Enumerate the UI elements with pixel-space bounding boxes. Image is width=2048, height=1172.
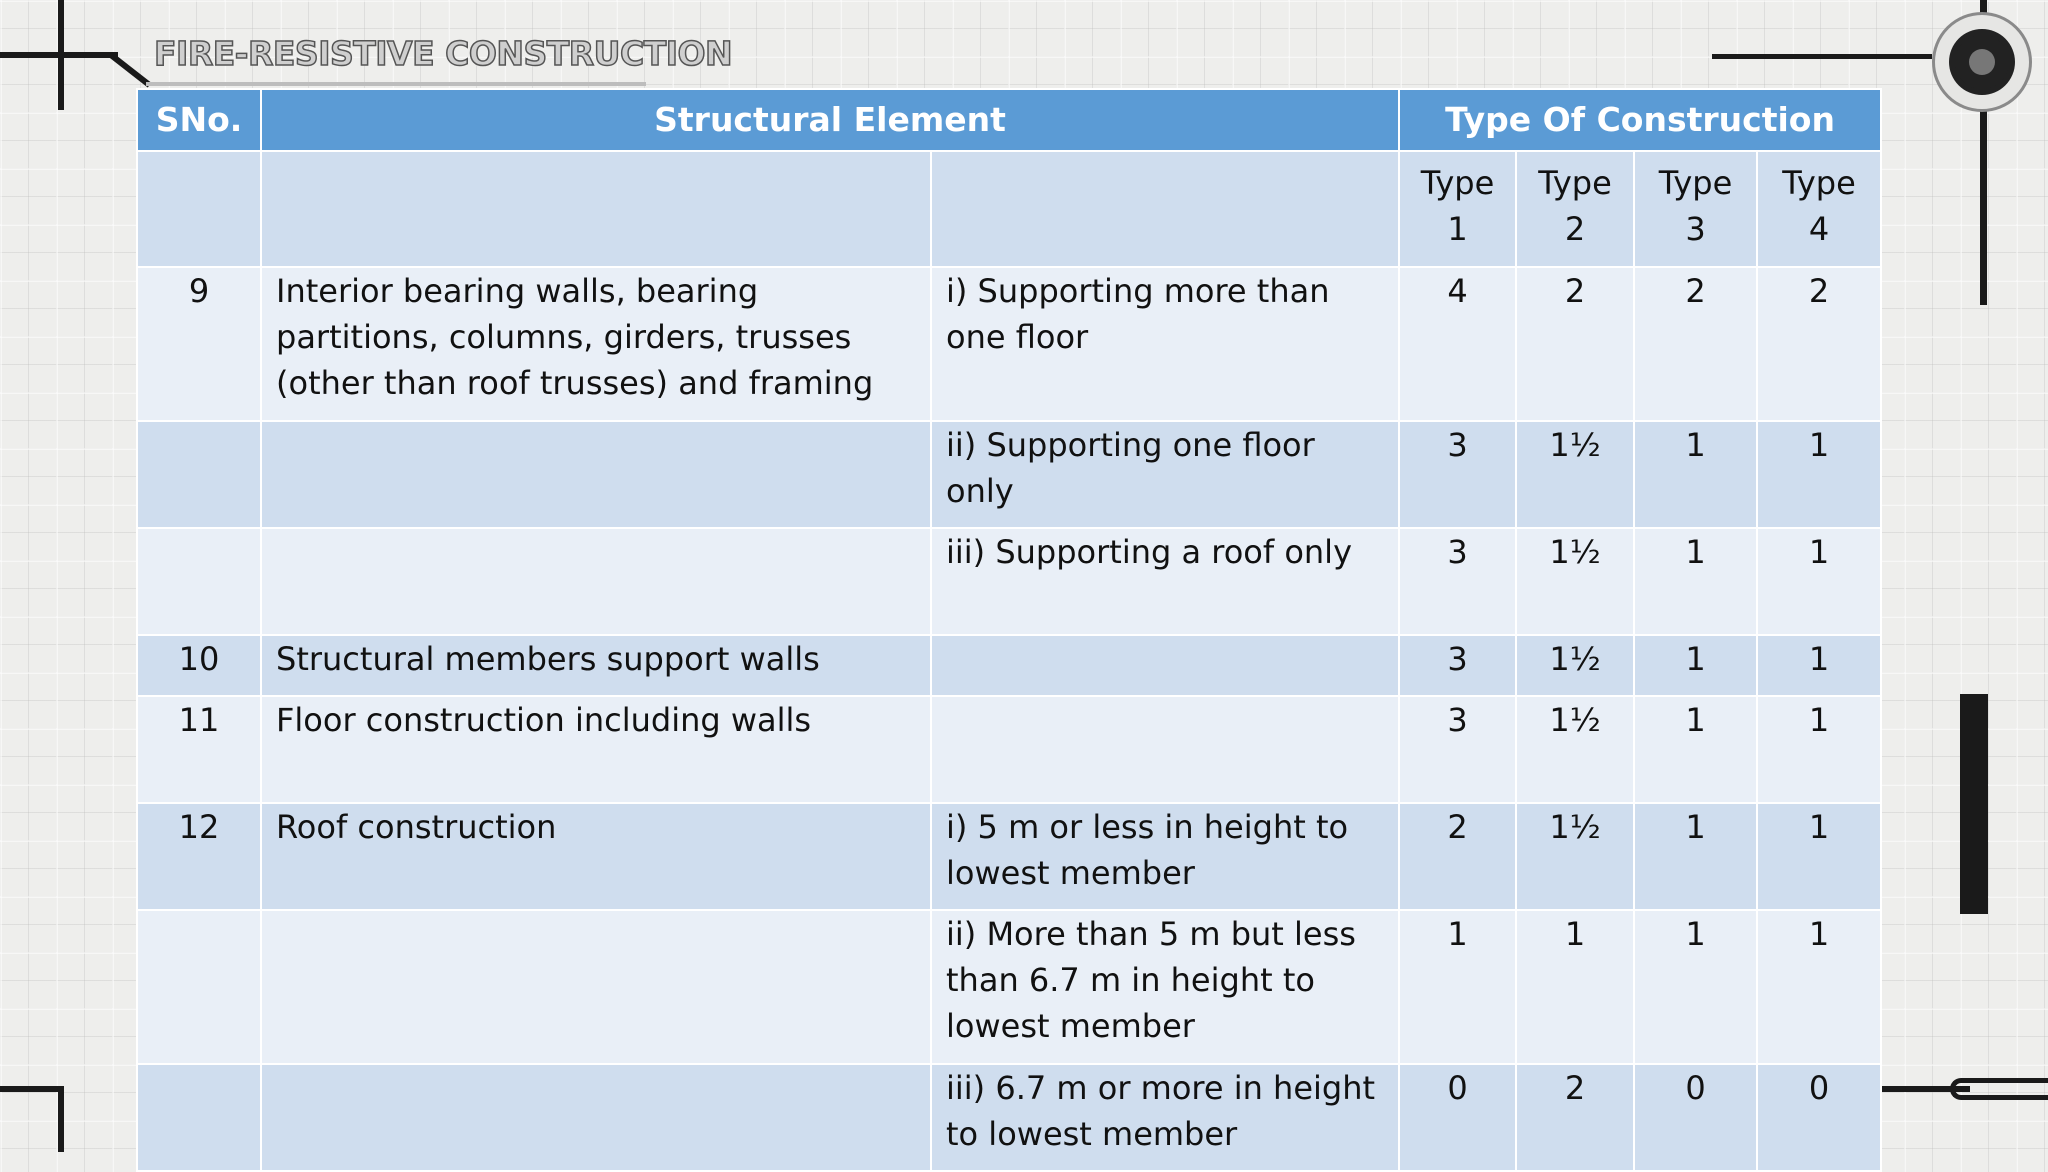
cell-type-2: 1½ (1516, 803, 1634, 910)
frame-line-bottom-right-2 (1950, 1078, 2048, 1100)
institute-logo (1932, 12, 2032, 112)
table-row (137, 267, 1881, 421)
cell-type-4: 1 (1757, 421, 1881, 528)
cell-condition: i) Supporting more than one floor (931, 267, 1399, 421)
cell-type-1: 3 (1399, 528, 1516, 635)
cell-type-3: 1 (1634, 696, 1757, 803)
table-row (137, 803, 1881, 910)
cell-sno: 9 (137, 267, 261, 421)
cell-sno: 11 (137, 696, 261, 803)
cell-type-2: 1½ (1516, 421, 1634, 528)
type-label-row (137, 151, 1881, 267)
table-row (137, 421, 1881, 528)
header-structural-element: Structural Element (261, 89, 1399, 151)
cell-type-1: 4 (1399, 267, 1516, 421)
cell-type-4: 1 (1757, 803, 1881, 910)
cell-type-2: 2 (1516, 267, 1634, 421)
cell-type-4: 1 (1757, 910, 1881, 1064)
cell-element (261, 910, 931, 1064)
cell-type-2: 1½ (1516, 528, 1634, 635)
header-type-of-construction: Type Of Construction (1399, 89, 1881, 151)
cell-type-1: 3 (1399, 421, 1516, 528)
cell-type-4: 2 (1757, 267, 1881, 421)
table-cell (931, 151, 1399, 267)
frame-line-top-right (1712, 54, 1932, 59)
cell-type-3: 2 (1634, 267, 1757, 421)
slide-title: FIRE-RESISTIVE CONSTRUCTION (154, 34, 733, 73)
frame-line-bottom-left-vertical (58, 1086, 64, 1152)
cell-sno (137, 1064, 261, 1171)
table-row (137, 696, 1881, 803)
table-row (137, 1064, 1881, 1171)
cell-type-3: 1 (1634, 803, 1757, 910)
cell-element: Roof construction (261, 803, 931, 910)
type-label-2: Type 2 (1516, 151, 1634, 267)
cell-element (261, 1064, 931, 1171)
cell-type-4: 1 (1757, 635, 1881, 696)
cell-sno (137, 421, 261, 528)
cell-type-1: 1 (1399, 910, 1516, 1064)
header-sno: SNo. (137, 89, 261, 151)
cell-type-2: 1½ (1516, 635, 1634, 696)
cell-type-1: 0 (1399, 1064, 1516, 1171)
cell-type-3: 1 (1634, 528, 1757, 635)
cell-type-2: 1½ (1516, 696, 1634, 803)
frame-line-top-left-diagonal (108, 52, 151, 88)
cell-type-3: 1 (1634, 635, 1757, 696)
frame-line-bottom-left (0, 1086, 64, 1092)
frame-line-top-left-underline (146, 82, 646, 86)
cell-type-4: 1 (1757, 528, 1881, 635)
cell-element: Interior bearing walls, bearing partitions, columns, girders, trusses (other than roof trusses) and framing (261, 267, 931, 421)
frame-bar-right (1960, 694, 1988, 914)
cell-type-3: 1 (1634, 910, 1757, 1064)
table-cell (261, 151, 931, 267)
table-row (137, 635, 1881, 696)
cell-condition: iii) 6.7 m or more in height to lowest member (931, 1064, 1399, 1171)
cell-sno (137, 528, 261, 635)
cell-type-2: 1 (1516, 910, 1634, 1064)
table-row (137, 910, 1881, 1064)
cell-type-4: 1 (1757, 696, 1881, 803)
type-label-3: Type 3 (1634, 151, 1757, 267)
table-cell (137, 151, 261, 267)
cell-element (261, 528, 931, 635)
fire-resistance-table (136, 88, 1882, 1172)
cell-sno: 10 (137, 635, 261, 696)
cell-element: Structural members support walls (261, 635, 931, 696)
cell-element (261, 421, 931, 528)
cell-condition: iii) Supporting a roof only (931, 528, 1399, 635)
type-label-1: Type 1 (1399, 151, 1516, 267)
cell-type-3: 0 (1634, 1064, 1757, 1171)
frame-line-left-vertical (58, 0, 64, 110)
table-header-row (137, 89, 1881, 151)
gear-hub (1969, 49, 1995, 75)
cell-sno: 12 (137, 803, 261, 910)
cell-type-1: 2 (1399, 803, 1516, 910)
cell-condition (931, 696, 1399, 803)
cell-condition (931, 635, 1399, 696)
cell-type-1: 3 (1399, 696, 1516, 803)
type-label-4: Type 4 (1757, 151, 1881, 267)
cell-type-3: 1 (1634, 421, 1757, 528)
cell-type-2: 2 (1516, 1064, 1634, 1171)
cell-condition: ii) Supporting one floor only (931, 421, 1399, 528)
cell-sno (137, 910, 261, 1064)
cell-condition: i) 5 m or less in height to lowest member (931, 803, 1399, 910)
cell-type-4: 0 (1757, 1064, 1881, 1171)
cell-condition: ii) More than 5 m but less than 6.7 m in height to lowest member (931, 910, 1399, 1064)
table-row (137, 528, 1881, 635)
cell-type-1: 3 (1399, 635, 1516, 696)
cell-element: Floor construction including walls (261, 696, 931, 803)
